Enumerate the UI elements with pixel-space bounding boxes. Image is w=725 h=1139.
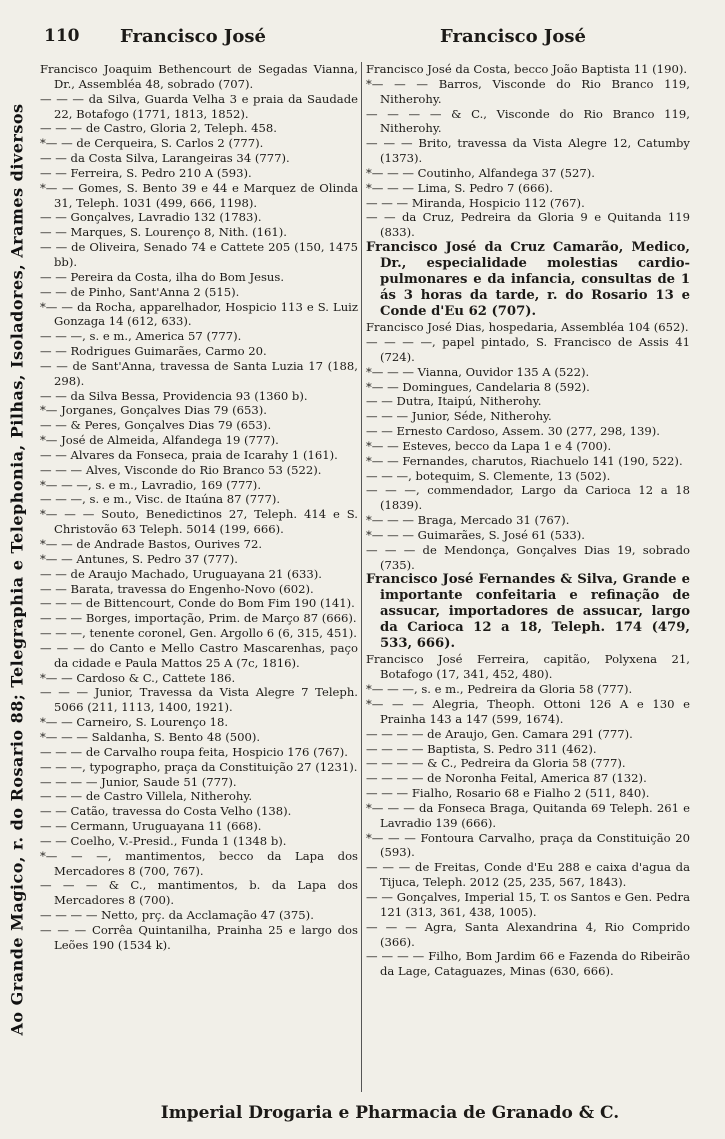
directory-entry: — — — — Baptista, S. Pedro 311 (462). [366, 741, 597, 756]
directory-entry: Francisco José Ferreira, capitão, Polyxena 21, Botafogo (17, 341, 452, 480). [366, 652, 690, 682]
directory-entry: — — — Agra, Santa Alexandrina 4, Rio Comprido (366). [366, 919, 690, 949]
directory-entry: *— — da Rocha, apparelhador, Hospicio 113 e S. Luiz Gonzaga 14 (612, 633). [40, 299, 358, 329]
directory-entry: — — —, s. e m., Visc. de Itaúna 87 (777). [40, 492, 281, 507]
directory-entry: — — — Brito, travessa da Vista Alegre 12, Catumby (1373). [366, 136, 690, 166]
directory-entry: — — Pereira da Costa, ilha do Bom Jesus. [40, 269, 285, 284]
directory-entry: — — — do Canto e Mello Castro Mascarenhas, paço da cidade e Paula Mattos 25 A (7c, 1816). [40, 640, 358, 670]
directory-entry: *— — — Alegria, Theoph. Ottoni 126 A e 130 e Prainha 143 a 147 (599, 1674). [366, 697, 690, 726]
directory-entry: — — — Miranda, Hospicio 112 (767). [366, 195, 585, 210]
directory-entry: — — de Oliveira, Senado 74 e Cattete 205 (150, 1475 bb). [40, 240, 358, 269]
directory-entry: — — — — de Noronha Feital, America 87 (132). [366, 771, 647, 786]
directory-entry: — — da Costa Silva, Larangeiras 34 (777). [40, 151, 290, 166]
directory-entry: — — —, tenente coronel, Gen. Argollo 6 (6, 315, 451). [40, 626, 357, 641]
directory-entry: — — de Sant'Anna, travessa de Santa Luzia 17 (188, 298). [40, 358, 358, 388]
directory-entry: *— — —, s. e m., Lavradio, 169 (777). [40, 477, 262, 492]
directory-entry: *— — Fernandes, charutos, Riachuelo 141 (190, 522). [366, 453, 683, 468]
directory-entry: Francisco José Dias, hospedaria, Assembléa 104 (652). [366, 320, 689, 335]
directory-entry: *— — — Braga, Mercado 31 (767). [366, 513, 570, 528]
directory-entry: — — —, typographo, praça da Constituição 27 (1231). [40, 759, 358, 774]
directory-entry: — — da Silva Bessa, Providencia 93 (1360 b). [40, 388, 308, 403]
directory-entry: — — — de Bittencourt, Conde do Bom Fim 190 (141). [40, 596, 355, 611]
directory-entry: — — Gonçalves, Imperial 15, T. os Santos e Gen. Pedra 121 (313, 361, 438, 1005). [366, 889, 690, 919]
directory-entry: — — Alvares da Fonseca, praia de Icarahy 1 (161). [40, 447, 338, 462]
directory-entry: *— Jorganes, Gonçalves Dias 79 (653). [40, 403, 267, 418]
right-column [366, 62, 690, 1102]
directory-entry: — — — de Castro Villela, Nitherohy. [40, 789, 253, 804]
directory-entry: *— — Domingues, Candelaria 8 (592). [366, 379, 590, 394]
directory-entry: — — — — & C., Pedreira da Gloria 58 (777). [366, 756, 626, 771]
directory-entry: *— — — Barros, Visconde do Rio Branco 119, Nitherohy. [366, 76, 690, 106]
directory-entry: — — — Alves, Visconde do Rio Branco 53 (522). [40, 462, 322, 477]
directory-entry: — — de Pinho, Sant'Anna 2 (515). [40, 284, 240, 299]
directory-entry: — — Gonçalves, Lavradio 132 (1783). [40, 210, 262, 225]
directory-entry: — — — & C., mantimentos, b. da Lapa dos Mercadores 8 (700). [40, 878, 358, 908]
directory-entry: — — —, commendador, Largo da Carioca 12 a 18 (1839). [366, 483, 690, 513]
directory-entry: — — —, botequim, S. Clemente, 13 (502). [366, 468, 611, 483]
directory-entry: — — — —, papel pintado, S. Francisco de Assis 41 (724). [366, 334, 690, 364]
directory-entry: — — — — Netto, prç. da Acclamação 47 (375). [40, 908, 314, 923]
directory-entry: *— — — Coutinho, Alfandega 37 (527). [366, 165, 595, 180]
directory-entry: — — — Borges, importação, Prim. de Março 87 (666). [40, 611, 357, 626]
directory-entry: *— — de Cerqueira, S. Carlos 2 (777). [40, 136, 264, 151]
directory-entry: — — — Corrêa Quintanilha, Prainha 25 e largo dos Leões 190 (1534 k). [40, 922, 358, 952]
directory-entry: — — — — & C., Visconde do Rio Branco 119, Nitherohy. [366, 106, 690, 136]
directory-entry: — — — — de Araujo, Gen. Camara 291 (777). [366, 726, 633, 741]
directory-entry: *— — Gomes, S. Bento 39 e 44 e Marquez de Olinda 31, Teleph. 1031 (499, 666, 1198). [40, 180, 358, 210]
side-advertisement [2, 0, 32, 1139]
directory-entry: Francisco Joaquim Bethencourt de Segadas Vianna, Dr., Assembléa 48, sobrado (707). [40, 62, 358, 91]
directory-entry: — — Coelho, V.-Presid., Funda 1 (1348 b). [40, 833, 287, 848]
directory-entry: — — — de Castro, Gloria 2, Teleph. 458. [40, 121, 277, 136]
page-number: 110 [44, 26, 80, 46]
directory-entry: — — — de Freitas, Conde d'Eu 288 e caixa d'agua da Tijuca, Teleph. 2012 (25, 235, 567, 1843). [366, 860, 690, 890]
directory-entry: — — Ferreira, S. Pedro 210 A (593). [40, 165, 252, 180]
directory-entry: *— — Antunes, S. Pedro 37 (777). [40, 551, 238, 566]
directory-entry-featured: Francisco José da Cruz Camarão, Medico, Dr., especialidade molestias cardio-pulmonares e da infancia, consultas de 1 ás 3 horas da tarde, r. do Rosario 13 e Conde d'Eu 62 (707). [366, 240, 690, 320]
running-head-right: Francisco José [440, 26, 586, 47]
directory-entry: — — — de Carvalho roupa feita, Hospicio 176 (767). [40, 744, 348, 759]
directory-entry: — — Ernesto Cardoso, Assem. 30 (277, 298, 139). [366, 424, 660, 439]
directory-entry: — — de Araujo Machado, Uruguayana 21 (633). [40, 566, 322, 581]
directory-entry: *— — —, s. e m., Pedreira da Gloria 58 (777). [366, 682, 633, 697]
footer-advertisement: Imperial Drogaria e Pharmacia de Granado & C. [160, 1103, 620, 1123]
directory-entry: — — —, s. e m., America 57 (777). [40, 329, 242, 344]
directory-entry: *— José de Almeida, Alfandega 19 (777). [40, 433, 279, 448]
running-head-left: Francisco José [120, 26, 266, 47]
directory-entry: Francisco José da Costa, becco João Baptista 11 (190). [366, 62, 688, 76]
directory-entry: — — & Peres, Gonçalves Dias 79 (653). [40, 418, 272, 433]
directory-entry: — — — de Mendonça, Gonçalves Dias 19, sobrado (735). [366, 542, 690, 572]
directory-entry: *— — — Fontoura Carvalho, praça da Constituição 20 (593). [366, 830, 690, 860]
directory-entry: *— — Cardoso & C., Cattete 186. [40, 670, 236, 685]
directory-entry: — — Dutra, Itaipú, Nitherohy. [366, 394, 542, 409]
left-column [40, 62, 358, 1102]
directory-entry: *— — — Vianna, Ouvidor 135 A (522). [366, 364, 590, 379]
directory-entry: *— — — Guimarães, S. José 61 (533). [366, 527, 585, 542]
directory-entry: — — Barata, travessa do Engenho-Novo (602). [40, 581, 314, 596]
directory-entry: — — — Junior, Travessa da Vista Alegre 7 Teleph. 5066 (211, 1113, 1400, 1921). [40, 685, 358, 715]
directory-entry: — — da Cruz, Pedreira da Gloria 9 e Quitanda 119 (833). [366, 210, 690, 240]
directory-entry: *— — Esteves, becco da Lapa 1 e 4 (700). [366, 438, 612, 453]
directory-entry: — — — da Silva, Guarda Velha 3 e praia da Saudade 22, Botafogo (1771, 1813, 1852). [40, 91, 358, 121]
directory-entry: *— — Carneiro, S. Lourenço 18. [40, 715, 229, 730]
directory-entry: — — Marques, S. Lourenço 8, Nith. (161). [40, 225, 287, 240]
directory-entry: — — — Fialho, Rosario 68 e Fialho 2 (511, 840). [366, 786, 650, 801]
directory-entry: *— — —, mantimentos, becco da Lapa dos Mercadores 8 (700, 767). [40, 848, 358, 878]
directory-entry: — — — — Filho, Bom Jardim 66 e Fazenda do Ribeirão da Lage, Cataguazes, Minas (630, 666). [366, 949, 690, 979]
directory-entry: — — Cermann, Uruguayana 11 (668). [40, 819, 262, 834]
directory-entry: *— — — Lima, S. Pedro 7 (666). [366, 180, 553, 195]
directory-entry: — — Rodrigues Guimarães, Carmo 20. [40, 344, 267, 359]
column-divider [361, 62, 362, 1092]
directory-entry: *— — — da Fonseca Braga, Quitanda 69 Teleph. 261 e Lavradio 139 (666). [366, 800, 690, 830]
directory-entry-featured: Francisco José Fernandes & Silva, Grande e importante confeitaria e refinação de assucar, importadores de assucar, largo da Carioca 12 a 18, Teleph. 174 (479, 533, 666). [366, 572, 690, 652]
directory-entry: *— — — Saldanha, S. Bento 48 (500). [40, 729, 261, 744]
page-header [40, 26, 715, 54]
directory-entry: — — Catão, travessa do Costa Velho (138). [40, 804, 292, 819]
directory-entry: — — — — Junior, Saude 51 (777). [40, 774, 237, 789]
directory-entry: *— — — Souto, Benedictinos 27, Teleph. 414 e S. Christovão 63 Teleph. 5014 (199, 666). [40, 507, 358, 537]
directory-entry: — — — Junior, Séde, Nitherohy. [366, 409, 552, 424]
side-advertisement-text: Ao Grande Magico, r. do Rosario 88; Telegraphia e Telephonia, Pilhas, Isoladores, Arames diversos [7, 103, 27, 1036]
directory-entry: *— — de Andrade Bastos, Ourives 72. [40, 537, 263, 551]
